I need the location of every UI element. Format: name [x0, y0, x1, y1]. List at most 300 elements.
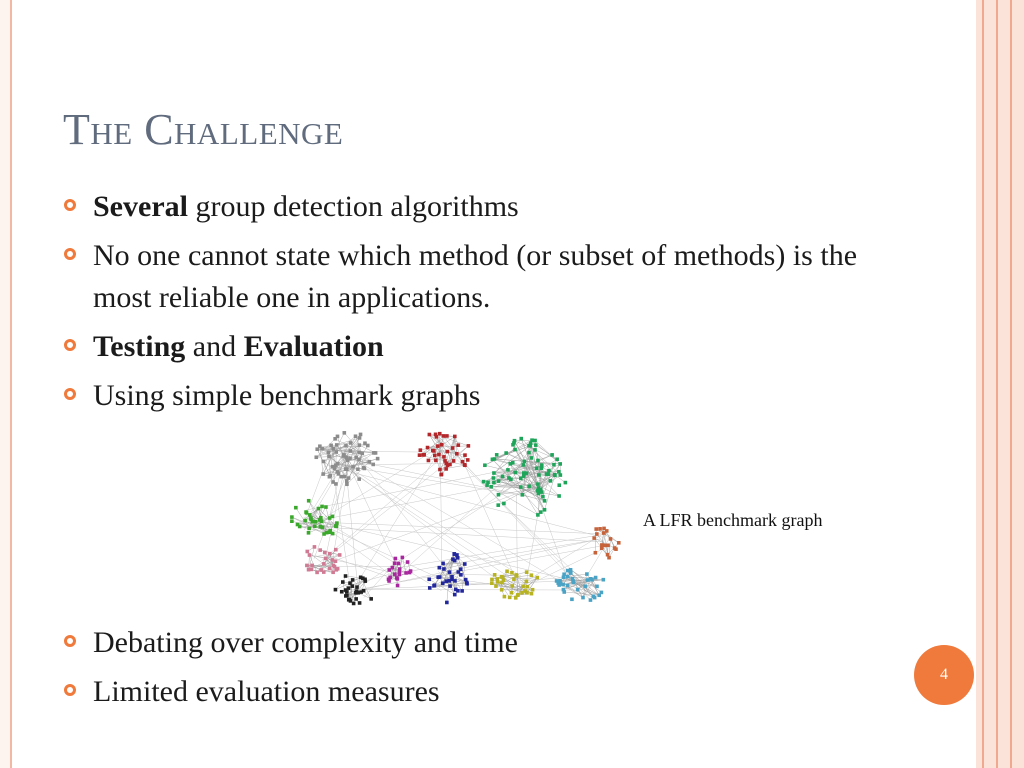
graph-node — [525, 579, 529, 583]
graph-node — [341, 580, 345, 584]
graph-node — [467, 444, 471, 448]
graph-node — [438, 566, 442, 570]
graph-node — [594, 551, 598, 555]
graph-node — [512, 577, 516, 581]
graph-node — [322, 460, 326, 464]
graph-node — [331, 570, 335, 574]
graph-node — [525, 585, 529, 589]
graph-node — [344, 444, 348, 448]
graph-node — [349, 599, 353, 603]
graph-node — [486, 480, 490, 484]
graph-node — [333, 437, 337, 441]
graph-node — [396, 577, 400, 581]
graph-cluster — [482, 437, 567, 517]
graph-node — [391, 566, 395, 570]
graph-node — [504, 451, 508, 455]
graph-node — [571, 577, 575, 581]
graph-node — [520, 591, 524, 595]
graph-node — [559, 473, 563, 477]
graph-node — [589, 598, 593, 602]
graph-node — [456, 443, 460, 447]
bullet-text: Using simple benchmark graphs — [93, 379, 481, 412]
graph-node — [463, 562, 467, 566]
graph-node — [344, 574, 348, 578]
graph-node — [313, 524, 317, 528]
graph-node — [442, 567, 446, 571]
graph-node — [562, 572, 566, 576]
bullet-icon — [64, 635, 76, 647]
graph-node — [448, 463, 452, 467]
graph-node — [451, 446, 455, 450]
graph-node — [434, 433, 438, 437]
graph-node — [338, 553, 342, 557]
graph-node — [600, 543, 604, 547]
graph-node — [513, 471, 517, 475]
graph-node — [358, 601, 362, 605]
graph-node — [494, 584, 498, 588]
graph-node — [363, 577, 367, 581]
graph-node — [445, 450, 449, 454]
graph-node — [530, 573, 534, 577]
graph-node — [490, 578, 494, 582]
graph-node — [324, 505, 328, 509]
graph-node — [442, 455, 446, 459]
frame-stripe — [996, 0, 998, 768]
graph-node — [536, 482, 540, 486]
graph-node — [491, 458, 495, 462]
graph-node — [541, 495, 545, 499]
graph-node — [322, 562, 326, 566]
graph-node — [531, 588, 535, 592]
graph-node — [527, 451, 531, 455]
graph-node — [307, 499, 311, 503]
graph-node — [307, 568, 311, 572]
graph-node — [437, 453, 441, 457]
graph-node — [396, 584, 400, 588]
graph-node — [534, 443, 538, 447]
graph-node — [344, 467, 348, 471]
graph-node — [569, 568, 573, 572]
bullet-icon — [64, 684, 76, 696]
graph-node — [553, 474, 557, 478]
graph-node — [436, 444, 440, 448]
bullet-text: No one cannot state which method (or subset of methods) is the most reliable one in applications. — [93, 239, 858, 314]
graph-node — [394, 557, 398, 561]
graph-node — [550, 453, 554, 457]
graph-node — [345, 456, 349, 460]
graph-node — [598, 527, 602, 531]
graph-node — [533, 448, 537, 452]
graph-node — [441, 581, 445, 585]
graph-node — [290, 515, 294, 519]
graph-node — [595, 585, 599, 589]
graph-node — [393, 572, 397, 576]
graph-node — [594, 576, 598, 580]
graph-node — [433, 583, 437, 587]
graph-node — [453, 593, 457, 597]
graph-node — [314, 455, 318, 459]
graph-node — [296, 523, 300, 527]
frame-stripe — [982, 0, 984, 768]
graph-node — [328, 567, 332, 571]
graph-node — [540, 463, 544, 467]
graph-node — [305, 564, 309, 568]
graph-node — [535, 576, 539, 580]
graph-node — [521, 463, 525, 467]
graph-node — [557, 494, 561, 498]
graph-node — [558, 462, 562, 466]
graph-node — [502, 502, 506, 506]
graph-node — [613, 546, 617, 550]
graph-node — [452, 552, 456, 556]
graph-node — [529, 456, 533, 460]
graph-node — [530, 438, 534, 442]
graph-node — [483, 463, 487, 467]
graph-node — [535, 466, 539, 470]
graph-node — [334, 588, 338, 592]
graph-node — [466, 458, 470, 462]
bullet-emphasis: Several — [93, 190, 188, 223]
graph-node — [427, 459, 431, 463]
graph-node — [351, 584, 355, 588]
graph-node — [510, 571, 514, 575]
graph-node — [319, 516, 323, 520]
graph-node — [356, 467, 360, 471]
graph-node — [323, 551, 327, 555]
graph-node — [308, 513, 312, 517]
graph-node — [359, 433, 363, 437]
graph-node — [355, 585, 359, 589]
graph-node — [540, 490, 544, 494]
bullet-list-bottom — [62, 622, 922, 720]
graph-node — [322, 532, 326, 536]
graph-node — [521, 493, 525, 497]
graph-node — [340, 590, 344, 594]
graph-node — [331, 515, 335, 519]
graph-node — [331, 447, 335, 451]
graph-cluster — [555, 568, 605, 602]
graph-cluster — [305, 545, 341, 574]
graph-node — [320, 505, 324, 509]
graph-node — [440, 443, 444, 447]
graph-node — [322, 570, 326, 574]
graph-node — [401, 556, 405, 560]
benchmark-graph-figure — [275, 420, 635, 620]
graph-node — [617, 541, 621, 545]
graph-node — [422, 453, 426, 457]
graph-node — [456, 556, 460, 560]
graph-node — [334, 463, 338, 467]
graph-node — [359, 590, 363, 594]
bullet-item — [62, 326, 922, 368]
graph-node — [536, 513, 540, 517]
graph-node — [427, 577, 431, 581]
graph-node — [357, 477, 361, 481]
graph-node — [450, 575, 454, 579]
graph-node — [443, 459, 447, 463]
bullet-icon — [64, 248, 76, 260]
bullet-text: Limited evaluation measures — [93, 675, 440, 708]
graph-node — [557, 483, 561, 487]
graph-node — [489, 485, 493, 489]
graph-node — [569, 571, 573, 575]
graph-node — [555, 579, 559, 583]
graph-node — [513, 448, 517, 452]
graph-node — [515, 574, 519, 578]
graph-node — [349, 441, 353, 445]
graph-node — [387, 568, 391, 572]
graph-node — [418, 453, 422, 457]
graph-node — [559, 582, 563, 586]
graph-node — [335, 521, 339, 525]
graph-node — [595, 532, 599, 536]
graph-node — [387, 579, 391, 583]
graph-node — [331, 558, 335, 562]
graph-node — [460, 589, 464, 593]
graph-node — [519, 485, 523, 489]
graph-node — [594, 527, 598, 531]
graph-node — [600, 546, 604, 550]
graph-node — [340, 475, 344, 479]
bullet-item — [62, 671, 922, 713]
graph-node — [313, 520, 317, 524]
graph-node — [570, 597, 574, 601]
graph-node — [459, 567, 463, 571]
graph-node — [445, 434, 449, 438]
slide-title: The Challenge — [63, 105, 344, 154]
graph-node — [432, 449, 436, 453]
graph-node — [331, 480, 335, 484]
graph-node — [393, 561, 397, 565]
bullet-icon — [64, 388, 76, 400]
graph-node — [357, 443, 361, 447]
graph-node — [453, 435, 457, 439]
page-number-badge — [914, 645, 974, 705]
graph-node — [547, 469, 551, 473]
graph-node — [343, 431, 347, 435]
graph-node — [320, 520, 324, 524]
graph-node — [419, 448, 423, 452]
graph-node — [536, 459, 540, 463]
graph-node — [428, 586, 432, 590]
graph-node — [492, 476, 496, 480]
graph-cluster — [290, 499, 339, 536]
graph-node — [309, 516, 313, 520]
graph-node — [592, 536, 596, 540]
graph-node — [445, 601, 449, 605]
bullet-item — [62, 622, 922, 664]
bullet-icon — [64, 199, 76, 211]
graph-node — [505, 569, 509, 573]
graph-node — [442, 434, 446, 438]
graph-node — [348, 457, 352, 461]
graph-node — [552, 463, 556, 467]
graph-node — [585, 572, 589, 576]
bullet-list — [62, 186, 922, 424]
graph-node — [351, 578, 355, 582]
figure-caption: A LFR benchmark graph — [643, 510, 823, 530]
graph-node — [439, 473, 443, 477]
graph-node — [503, 595, 507, 599]
bullet-emphasis: Evaluation — [243, 330, 384, 363]
graph-node — [509, 477, 513, 481]
graph-node — [511, 461, 515, 465]
graph-node — [607, 556, 611, 560]
bullet-text: group detection algorithms — [187, 190, 519, 223]
graph-node — [335, 443, 339, 447]
graph-node — [502, 578, 506, 582]
graph-node — [527, 485, 531, 489]
graph-node — [496, 580, 500, 584]
graph-node — [514, 596, 518, 600]
graph-node — [388, 576, 392, 580]
graph-node — [406, 560, 410, 564]
graph-node — [334, 548, 338, 552]
graph-node — [345, 482, 349, 486]
graph-node — [464, 578, 468, 582]
graph-node — [347, 476, 351, 480]
graph-cluster — [418, 432, 470, 477]
graph-node — [606, 543, 610, 547]
graph-node — [510, 584, 514, 588]
bullet-text: and — [185, 330, 244, 363]
graph-node — [358, 436, 362, 440]
graph-node — [345, 594, 349, 598]
graph-node — [310, 564, 314, 568]
bullet-icon — [64, 339, 76, 351]
graph-node — [519, 437, 523, 441]
graph-node — [586, 578, 590, 582]
graph-node — [313, 545, 317, 549]
graph-node — [318, 548, 322, 552]
graph-node — [490, 581, 494, 585]
graph-node — [557, 470, 561, 474]
graph-node — [455, 452, 459, 456]
graph-node — [537, 473, 541, 477]
graph-node — [305, 511, 309, 515]
graph-node — [543, 508, 547, 512]
graph-node — [290, 519, 294, 523]
graph-node — [600, 591, 604, 595]
graph-node — [434, 459, 438, 463]
graph-cluster — [490, 569, 539, 599]
graph-node — [327, 455, 331, 459]
graph-node — [336, 470, 340, 474]
frame-stripe — [1010, 0, 1012, 768]
graph-node — [583, 585, 587, 589]
graph-node — [321, 525, 325, 529]
graph-node — [453, 559, 457, 563]
graph-node — [307, 527, 311, 531]
graph-node — [334, 559, 338, 563]
graph-node — [566, 575, 570, 579]
graph-node — [303, 519, 307, 523]
right-frame-border — [976, 0, 1024, 768]
graph-node — [308, 553, 312, 557]
graph-node — [508, 596, 512, 600]
graph-node — [525, 591, 529, 595]
graph-node — [501, 475, 505, 479]
graph-node — [317, 507, 321, 511]
graph-node — [428, 433, 432, 437]
graph-node — [500, 588, 504, 592]
graph-node — [397, 573, 401, 577]
graph-node — [521, 585, 525, 589]
graph-node — [344, 588, 348, 592]
graph-node — [495, 453, 499, 457]
graph-node — [602, 578, 606, 582]
graph-node — [581, 596, 585, 600]
graph-node — [294, 506, 298, 510]
graph-node — [525, 570, 529, 574]
graph-node — [500, 575, 504, 579]
graph-cluster — [314, 431, 379, 486]
graph-node — [438, 468, 442, 472]
graph-node — [549, 479, 553, 483]
graph-node — [351, 465, 355, 469]
graph-node — [602, 527, 606, 531]
graph-node — [397, 562, 401, 566]
graph-node — [497, 493, 501, 497]
graph-node — [511, 443, 515, 447]
graph-node — [371, 463, 375, 467]
graph-node — [461, 460, 465, 464]
graph-node — [307, 531, 311, 535]
graph-node — [609, 537, 613, 541]
graph-node — [409, 569, 413, 573]
graph-node — [496, 503, 500, 507]
graph-node — [572, 581, 576, 585]
graph-node — [576, 588, 580, 592]
graph-node — [369, 597, 373, 601]
graph-node — [327, 451, 331, 455]
graph-node — [566, 584, 570, 588]
graph-node — [492, 471, 496, 475]
graph-node — [523, 460, 527, 464]
graph-node — [398, 567, 402, 571]
graph-node — [564, 481, 568, 485]
graph-node — [441, 562, 445, 566]
graph-node — [363, 441, 367, 445]
graph-node — [482, 480, 486, 484]
graph-node — [527, 444, 531, 448]
graph-node — [324, 557, 328, 561]
graph-node — [543, 499, 547, 503]
graph-node — [315, 571, 319, 575]
graph-node — [363, 467, 367, 471]
graph-node — [555, 457, 559, 461]
graph-node — [463, 453, 467, 457]
bullet-item — [62, 375, 922, 417]
graph-node — [328, 475, 332, 479]
graph-node — [374, 451, 378, 455]
bullet-item — [62, 186, 922, 228]
graph-node — [448, 579, 452, 583]
graph-node — [354, 597, 358, 601]
graph-node — [333, 467, 337, 471]
graph-node — [545, 472, 549, 476]
graph-node — [497, 479, 501, 483]
graph-node — [329, 444, 333, 448]
graph-node — [336, 567, 340, 571]
graph-node — [404, 571, 408, 575]
graph-node — [492, 481, 496, 485]
graph-node — [513, 439, 517, 443]
graph-node — [376, 457, 380, 461]
graph-node — [333, 565, 337, 569]
graph-node — [354, 434, 358, 438]
graph-node — [448, 570, 452, 574]
